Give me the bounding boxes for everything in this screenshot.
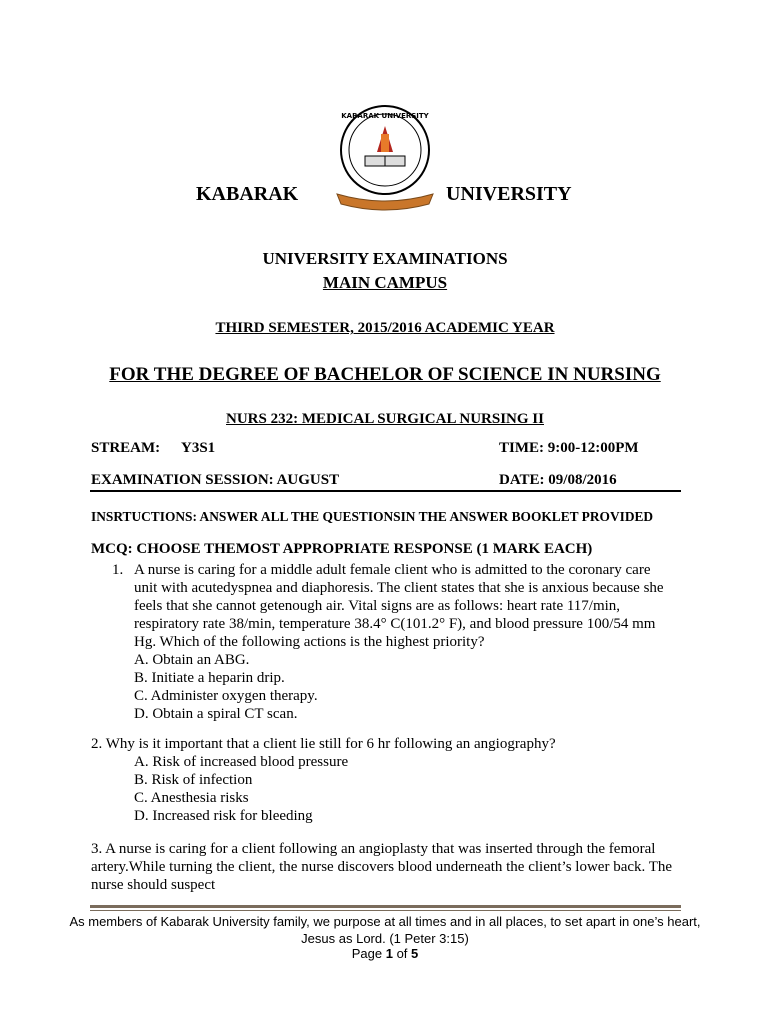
course-title: NURS 232: MEDICAL SURGICAL NURSING II: [226, 411, 544, 427]
question-2-options: [134, 753, 348, 825]
exams-title: UNIVERSITY EXAMINATIONS: [262, 249, 508, 268]
header-right-word: UNIVERSITY: [446, 183, 572, 205]
option: D. Increased risk for bleeding: [134, 808, 313, 824]
option: A. Obtain an ABG.: [134, 652, 250, 668]
campus-title: MAIN CAMPUS: [322, 273, 448, 292]
page-indicator: [0, 946, 770, 961]
question-line: artery.While turning the client, the nurse discovers blood underneath the client’s lower back. The: [91, 859, 673, 875]
question-2-stem: 2. Why is it important that a client lie still for 6 hr following an angiography?: [91, 736, 556, 752]
footer-line-2: Jesus as Lord. (1 Peter 3:15): [301, 931, 469, 946]
question-line: Hg. Which of the following actions is the highest priority?: [134, 634, 485, 650]
info-divider: [90, 490, 681, 492]
header-left-word: KABARAK: [196, 183, 299, 205]
exam-date: DATE: 09/08/2016: [499, 472, 617, 488]
question-1: [134, 561, 694, 723]
stream-label: STREAM:: [91, 440, 161, 456]
option: B. Risk of infection: [134, 772, 253, 788]
instructions: INSRTUCTIONS: ANSWER ALL THE QUESTIONSIN THE ANSWER BOOKLET PROVIDED: [91, 509, 654, 524]
exam-session: EXAMINATION SESSION: AUGUST: [91, 472, 340, 488]
degree-title: FOR THE DEGREE OF BACHELOR OF SCIENCE IN NURSING: [109, 364, 661, 385]
question-number: 1.: [112, 562, 124, 578]
option: A. Risk of increased blood pressure: [134, 754, 349, 770]
exam-time: TIME: 9:00-12:00PM: [499, 440, 639, 456]
university-logo: [325, 104, 445, 216]
page-number: 1: [385, 946, 393, 961]
page-of: of: [392, 946, 412, 961]
footer-rule-thick: [90, 905, 681, 908]
question-line: A nurse is caring for a middle adult female client who is admitted to the coronary care: [134, 562, 651, 578]
question-3: [91, 840, 711, 894]
semester-title: THIRD SEMESTER, 2015/2016 ACADEMIC YEAR: [215, 320, 555, 336]
footer-line-1: As members of Kabarak University family, we purpose at all times and in all places, to set apart in one’s heart,: [69, 914, 701, 929]
stream-value: Y3S1: [181, 440, 216, 456]
footer-rule-thin: [90, 910, 681, 911]
question-line: 3. A nurse is caring for a client following an angioplasty that was inserted through the femoral: [91, 841, 656, 857]
option: C. Administer oxygen therapy.: [134, 688, 318, 704]
page-total: 5: [411, 946, 419, 961]
option: B. Initiate a heparin drip.: [134, 670, 285, 686]
option: D. Obtain a spiral CT scan.: [134, 706, 298, 722]
logo-text: KABARAK UNIVERSITY: [341, 112, 429, 120]
mcq-heading: MCQ: CHOOSE THEMOST APPROPRIATE RESPONSE (1 MARK EACH): [91, 541, 593, 557]
page-prefix: Page: [351, 946, 386, 961]
option: C. Anesthesia risks: [134, 790, 249, 806]
question-line: unit with acutedyspnea and diaphoresis. The client states that she is anxious because she: [134, 580, 664, 596]
question-line: feels that she cannot getenough air. Vital signs are as follows: heart rate 117/min,: [134, 598, 621, 614]
question-line: nurse should suspect: [91, 877, 216, 893]
question-line: respiratory rate 38/min, temperature 38.4° C(101.2° F), and blood pressure 100/54 mm: [134, 616, 656, 632]
